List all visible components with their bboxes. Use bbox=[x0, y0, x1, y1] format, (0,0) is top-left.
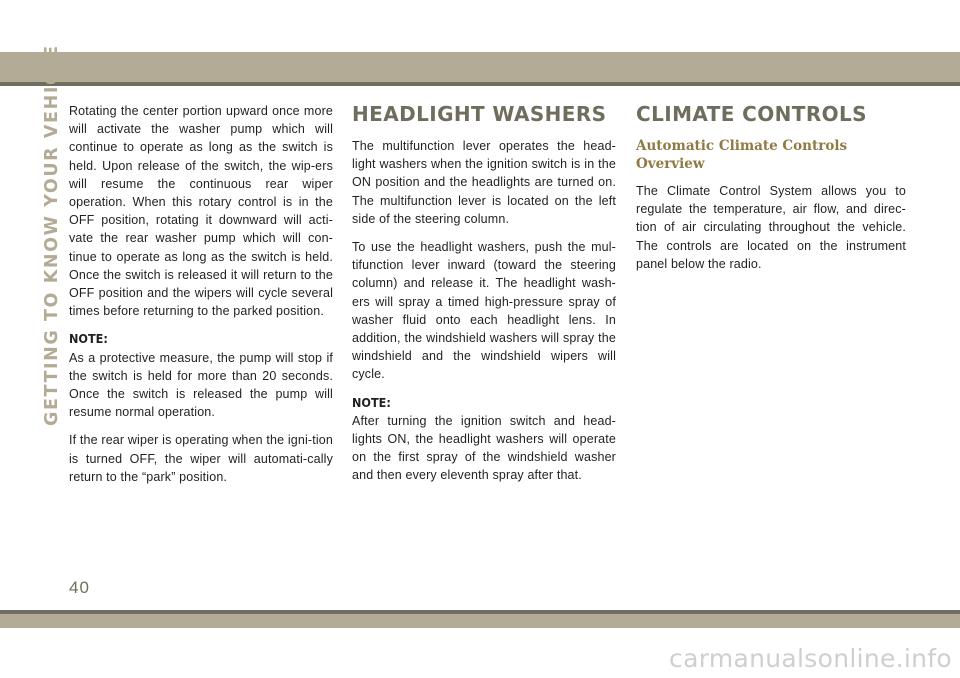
body-paragraph: Rotating the center portion upward once more will activate the washer pump which will continue to operate as long as the switch is held. Upon release of the switch, the wip-ers will resume the continuous rear wiper operation. When this rotary control is in the OFF position, rotating it downward will acti-vate the rear washer pump which will con-tinue to operate as long as the switch is held. Once the switch is released it will return to the OFF position and the wipers will cycle several times before returning to the parked position. bbox=[69, 104, 333, 319]
section-side-title: GETTING TO KNOW YOUR VEHICLE bbox=[42, 44, 62, 426]
section-heading-headlight-washers: HEADLIGHT WASHERS bbox=[352, 102, 607, 126]
column-middle bbox=[352, 102, 616, 495]
note-text: After turning the ignition switch and head-lights ON, the headlight washers will operate on the first spray of the windshield washer and then every eleventh spray after that. bbox=[352, 413, 616, 483]
note-label: NOTE: bbox=[69, 331, 108, 347]
column-left bbox=[69, 102, 333, 496]
body-paragraph: The Climate Control System allows you to regulate the temperature, air flow, and direc-tion of air circulating throughout the vehicle. The controls are located on the instrument panel below the radio. bbox=[636, 184, 906, 271]
note-label: NOTE: bbox=[352, 394, 391, 410]
column-right bbox=[636, 102, 906, 283]
body-paragraph: The multifunction lever operates the head-light washers when the ignition switch is in the ON position and the headlights are turned on. The multifunction lever is located on the left side of the steering column. bbox=[352, 139, 616, 226]
page-number: 40 bbox=[69, 578, 90, 597]
note-text: As a protective measure, the pump will stop if the switch is held for more than 20 seconds. Once the switch is released the pump will resume normal operation. bbox=[69, 350, 333, 420]
body-paragraph: To use the headlight washers, push the mul-tifunction lever inward (toward the steering column) and release it. The headlight wash-ers will spray a timed high-pressure spray of washer fluid onto each headlight lens. In addition, the windshield washers will spray the windshield and the windshield wipers will cycle. bbox=[352, 240, 616, 382]
header-rule bbox=[0, 82, 960, 86]
body-paragraph: If the rear wiper is operating when the igni-tion is turned OFF, the wiper will automati-cally return to the “park” position. bbox=[69, 433, 333, 484]
footer-band bbox=[0, 614, 960, 628]
watermark-text: carmanualsonline.info bbox=[669, 644, 952, 673]
subsection-heading: Automatic Climate Controls Overview bbox=[636, 138, 848, 172]
header-band bbox=[0, 52, 960, 82]
section-heading-climate-controls: CLIMATE CONTROLS bbox=[636, 102, 867, 126]
